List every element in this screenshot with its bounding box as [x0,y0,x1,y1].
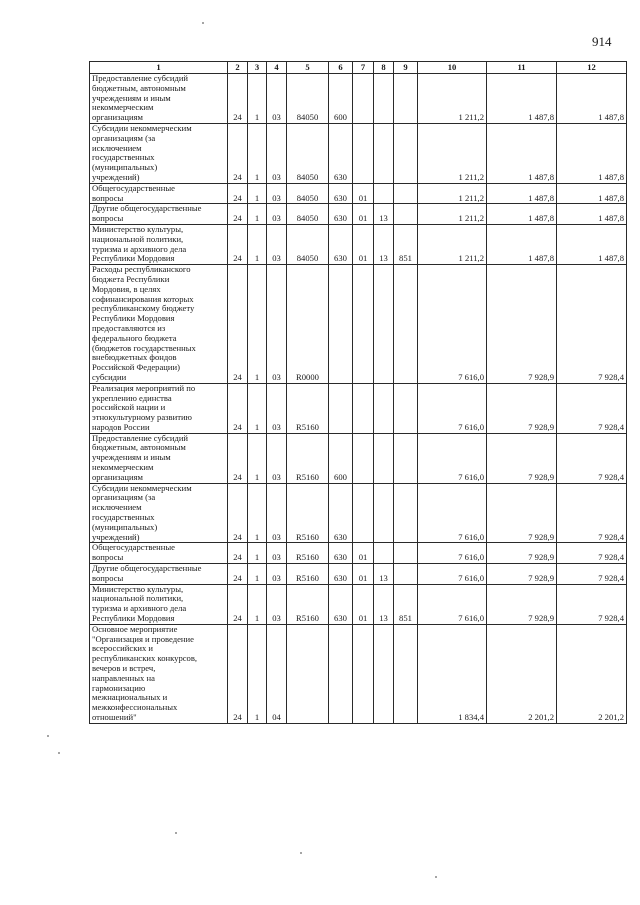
cell-col-7: 01 [353,204,374,225]
description-line: Республики Мордовия [92,313,175,324]
description-line: национальной политики, [92,233,184,244]
cell-col-6: 600 [329,74,353,124]
cell-col-9 [394,183,418,204]
description-line: субсидии [92,371,127,382]
scan-speck [202,22,204,24]
cell-col-11: 2 201,2 [487,624,557,723]
row-description [90,383,228,433]
scan-speck [435,876,437,878]
cell-col-8 [374,265,394,384]
description-line: Министерство культуры, [92,224,184,234]
description-line: туризма и архивного дела [92,243,187,254]
cell-col-10: 7 616,0 [418,433,487,483]
cell-col-6: 600 [329,433,353,483]
scan-speck [175,832,177,834]
header-row [90,62,627,74]
cell-col-3: 1 [248,74,267,124]
description-line: бюджетным, автономным [92,82,186,93]
table-row [90,204,627,225]
cell-col-12: 7 928,4 [557,584,627,624]
description-line: гармонизацию [92,682,146,693]
description-line: народов России [92,421,150,432]
description-line: исключением [92,142,142,153]
cell-col-3: 1 [248,183,267,204]
table-body [90,74,627,724]
cell-col-8 [374,383,394,433]
cell-col-10: 1 211,2 [418,224,487,264]
cell-col-5: 84050 [287,74,329,124]
cell-col-12: 7 928,4 [557,564,627,585]
cell-col-2: 24 [228,74,248,124]
column-header-1: 1 [90,62,228,74]
row-description [90,584,228,624]
cell-col-4: 03 [267,123,287,183]
description-line: вопросы [92,192,124,203]
cell-col-8: 13 [374,204,394,225]
description-line: организациям (за [92,492,156,503]
cell-col-6 [329,624,353,723]
cell-col-2: 24 [228,433,248,483]
row-description [90,265,228,384]
column-header-7: 7 [353,62,374,74]
cell-col-8 [374,183,394,204]
cell-col-3: 1 [248,265,267,384]
column-header-2: 2 [228,62,248,74]
cell-col-11: 1 487,8 [487,204,557,225]
cell-col-11: 1 487,8 [487,123,557,183]
description-line: внебюджетных фондов [92,352,177,363]
description-line: республиканских конкурсов, [92,653,198,664]
description-line: учреждениям и иным [92,452,171,463]
cell-col-12: 2 201,2 [557,624,627,723]
cell-col-4: 03 [267,483,287,543]
description-line: национальной политики, [92,593,184,604]
description-line: Реализация мероприятий по [92,383,196,393]
cell-col-9 [394,204,418,225]
cell-col-5: R0000 [287,265,329,384]
cell-col-6: 630 [329,543,353,564]
description-line: (бюджетов государственных [92,342,196,353]
scan-speck [300,852,302,854]
cell-col-10: 7 616,0 [418,483,487,543]
row-description [90,183,228,204]
column-header-12: 12 [557,62,627,74]
table-row [90,123,627,183]
cell-col-5: 84050 [287,123,329,183]
cell-col-9: 851 [394,584,418,624]
description-line: российской нации и [92,402,166,413]
cell-col-2: 24 [228,564,248,585]
cell-col-9 [394,74,418,124]
budget-table [89,61,627,724]
cell-col-3: 1 [248,383,267,433]
cell-col-11: 7 928,9 [487,265,557,384]
cell-col-11: 7 928,9 [487,584,557,624]
cell-col-3: 1 [248,123,267,183]
cell-col-6: 630 [329,204,353,225]
cell-col-12: 7 928,4 [557,433,627,483]
cell-col-2: 24 [228,183,248,204]
description-line: учреждениям и иным [92,92,171,103]
cell-col-11: 7 928,9 [487,433,557,483]
column-header-5: 5 [287,62,329,74]
cell-col-12: 7 928,4 [557,265,627,384]
description-line: государственных [92,152,155,163]
row-description [90,433,228,483]
cell-col-7 [353,624,374,723]
cell-col-3: 1 [248,483,267,543]
cell-col-10: 1 211,2 [418,204,487,225]
cell-col-3: 1 [248,624,267,723]
cell-col-5: 84050 [287,183,329,204]
column-header-8: 8 [374,62,394,74]
description-line: (муниципальных) [92,162,158,173]
row-description [90,74,228,124]
column-header-4: 4 [267,62,287,74]
cell-col-5: R5160 [287,543,329,564]
cell-col-10: 7 616,0 [418,265,487,384]
description-line: некоммерческим [92,462,154,473]
table-row [90,543,627,564]
cell-col-11: 7 928,9 [487,564,557,585]
row-description [90,624,228,723]
cell-col-5: R5160 [287,584,329,624]
cell-col-8 [374,433,394,483]
description-line: учреждений) [92,531,140,542]
cell-col-2: 24 [228,123,248,183]
cell-col-7: 01 [353,183,374,204]
description-line: укреплению единства [92,392,172,403]
description-line: вопросы [92,552,124,563]
cell-col-6 [329,265,353,384]
table-row [90,624,627,723]
table-row [90,584,627,624]
scan-speck [58,752,60,754]
cell-col-11: 1 487,8 [487,183,557,204]
cell-col-7 [353,433,374,483]
description-line: учреждений) [92,171,140,182]
cell-col-8 [374,74,394,124]
column-header-9: 9 [394,62,418,74]
row-description [90,564,228,585]
cell-col-6: 630 [329,224,353,264]
cell-col-2: 24 [228,383,248,433]
cell-col-11: 7 928,9 [487,383,557,433]
description-line: Другие общегосударственные [92,563,202,574]
row-description [90,543,228,564]
cell-col-9 [394,383,418,433]
cell-col-5: 84050 [287,224,329,264]
description-line: Республики Мордовия [92,253,175,264]
cell-col-4: 03 [267,74,287,124]
cell-col-9 [394,543,418,564]
cell-col-6: 630 [329,123,353,183]
cell-col-9 [394,564,418,585]
cell-col-7 [353,123,374,183]
cell-col-5 [287,624,329,723]
cell-col-2: 24 [228,624,248,723]
description-line: организациям [92,112,143,123]
description-line: организациям [92,471,143,482]
description-line: этнокультурному развитию [92,412,192,423]
cell-col-5: R5160 [287,383,329,433]
cell-col-12: 1 487,8 [557,74,627,124]
cell-col-8: 13 [374,224,394,264]
cell-col-9 [394,265,418,384]
cell-col-11: 1 487,8 [487,224,557,264]
cell-col-6 [329,383,353,433]
page-number: 914 [592,34,612,49]
description-line: межнациональных и [92,692,168,703]
description-line: "Организация и проведение [92,633,194,644]
cell-col-10: 1 211,2 [418,183,487,204]
cell-col-12: 1 487,8 [557,123,627,183]
description-line: предоставляются из [92,322,166,333]
scan-speck [47,735,49,737]
cell-col-7: 01 [353,224,374,264]
description-line: Другие общегосударственные [92,203,202,214]
description-line: организациям (за [92,132,156,143]
table-row [90,564,627,585]
description-line: Российской Федерации) [92,362,180,373]
cell-col-8 [374,624,394,723]
cell-col-2: 24 [228,224,248,264]
description-line: всероссийских и [92,643,154,654]
cell-col-7: 01 [353,543,374,564]
table-row [90,383,627,433]
description-line: Мордовия, в целях [92,283,161,294]
table-row [90,224,627,264]
description-line: Субсидии некоммерческим [92,483,192,493]
description-line: Министерство культуры, [92,584,184,594]
cell-col-6: 630 [329,584,353,624]
description-line: вопросы [92,213,124,224]
description-line: бюджета Республики [92,273,170,284]
cell-col-8 [374,483,394,543]
cell-col-9 [394,433,418,483]
cell-col-2: 24 [228,204,248,225]
cell-col-5: 84050 [287,204,329,225]
cell-col-12: 1 487,8 [557,183,627,204]
cell-col-2: 24 [228,543,248,564]
cell-col-4: 03 [267,204,287,225]
cell-col-12: 7 928,4 [557,543,627,564]
cell-col-2: 24 [228,584,248,624]
cell-col-4: 03 [267,543,287,564]
cell-col-10: 7 616,0 [418,584,487,624]
cell-col-5: R5160 [287,564,329,585]
cell-col-8: 13 [374,564,394,585]
cell-col-8: 13 [374,584,394,624]
cell-col-6: 630 [329,483,353,543]
cell-col-12: 7 928,4 [557,483,627,543]
description-line: федерального бюджета [92,332,177,343]
description-line: Республики Мордовия [92,613,175,624]
description-line: вечеров и встреч, [92,663,156,674]
cell-col-6: 630 [329,564,353,585]
description-line: исключением [92,502,142,513]
cell-col-4: 03 [267,564,287,585]
description-line: государственных [92,512,155,523]
row-description [90,123,228,183]
cell-col-7 [353,74,374,124]
cell-col-3: 1 [248,584,267,624]
cell-col-10: 1 834,4 [418,624,487,723]
table-row [90,433,627,483]
description-line: отношений" [92,712,137,722]
cell-col-5: R5160 [287,433,329,483]
cell-col-6: 630 [329,183,353,204]
column-header-11: 11 [487,62,557,74]
cell-col-10: 7 616,0 [418,564,487,585]
cell-col-9 [394,624,418,723]
description-line: Предоставление субсидий [92,433,189,443]
row-description [90,483,228,543]
description-line: бюджетным, автономным [92,442,186,453]
cell-col-7: 01 [353,584,374,624]
description-line: Предоставление субсидий [92,73,189,83]
cell-col-12: 7 928,4 [557,383,627,433]
row-description [90,224,228,264]
cell-col-4: 03 [267,383,287,433]
cell-col-9 [394,123,418,183]
cell-col-4: 03 [267,265,287,384]
cell-col-9 [394,483,418,543]
description-line: Основное мероприятие [92,624,178,634]
cell-col-3: 1 [248,564,267,585]
description-line: межконфессиональных [92,702,178,713]
description-line: туризма и архивного дела [92,603,187,614]
table-row [90,74,627,124]
cell-col-10: 1 211,2 [418,123,487,183]
cell-col-10: 1 211,2 [418,74,487,124]
description-line: софинансирования которых [92,293,194,304]
cell-col-10: 7 616,0 [418,383,487,433]
cell-col-11: 1 487,8 [487,74,557,124]
row-description [90,204,228,225]
cell-col-11: 7 928,9 [487,483,557,543]
cell-col-8 [374,543,394,564]
description-line: некоммерческим [92,102,154,113]
cell-col-4: 03 [267,433,287,483]
cell-col-3: 1 [248,433,267,483]
cell-col-4: 04 [267,624,287,723]
cell-col-7 [353,483,374,543]
cell-col-11: 7 928,9 [487,543,557,564]
cell-col-2: 24 [228,483,248,543]
table-row [90,483,627,543]
description-line: Общегосударственные [92,183,175,193]
description-line: Субсидии некоммерческим [92,123,192,133]
cell-col-5: R5160 [287,483,329,543]
cell-col-10: 7 616,0 [418,543,487,564]
description-line: Расходы республиканского [92,264,191,275]
cell-col-12: 1 487,8 [557,204,627,225]
cell-col-7 [353,265,374,384]
column-header-3: 3 [248,62,267,74]
cell-col-4: 03 [267,584,287,624]
cell-col-12: 1 487,8 [557,224,627,264]
column-header-10: 10 [418,62,487,74]
description-line: республиканскому бюджету [92,303,195,314]
description-line: (муниципальных) [92,521,158,532]
cell-col-3: 1 [248,543,267,564]
description-line: Общегосударственные [92,542,175,553]
cell-col-8 [374,123,394,183]
description-line: вопросы [92,572,124,583]
column-header-6: 6 [329,62,353,74]
table-row [90,183,627,204]
description-line: направленных на [92,672,155,683]
cell-col-4: 03 [267,183,287,204]
cell-col-4: 03 [267,224,287,264]
cell-col-2: 24 [228,265,248,384]
table-row [90,265,627,384]
cell-col-7 [353,383,374,433]
cell-col-9: 851 [394,224,418,264]
cell-col-3: 1 [248,204,267,225]
cell-col-7: 01 [353,564,374,585]
cell-col-3: 1 [248,224,267,264]
